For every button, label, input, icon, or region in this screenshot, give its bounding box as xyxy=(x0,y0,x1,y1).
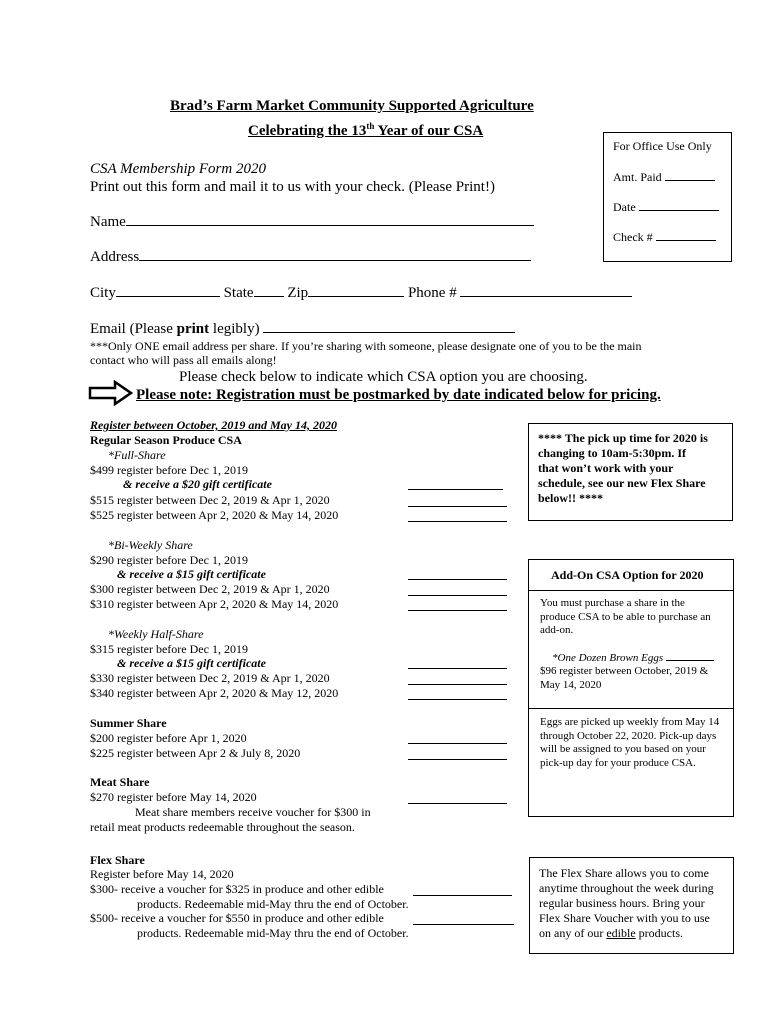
meat-blank-1[interactable] xyxy=(408,803,507,804)
bi-weekly-option-3: $310 register between Apr 2, 2020 & May 14, 2020 xyxy=(90,597,339,611)
subtitle-sup: th xyxy=(366,121,375,131)
flex-info-line-2: anytime throughout the week during xyxy=(539,881,714,895)
addon-req-line-3: add-on. xyxy=(540,624,574,636)
summer-blank-1[interactable] xyxy=(408,743,507,744)
registration-note: Please note: Registration must be postmarked by date indicated below for pricing. xyxy=(136,387,661,403)
office-date-field[interactable] xyxy=(613,199,719,215)
check-below-text: Please check below to indicate which CSA option you are choosing. xyxy=(179,369,588,385)
subtitle-pre: Celebrating the 13 xyxy=(248,123,367,139)
flex-info-line-1: The Flex Share allows you to come xyxy=(539,866,709,880)
flex-option-500-detail: products. Redeemable mid-May thru the end of October. xyxy=(137,926,409,940)
addon-req-line-2: produce CSA to be able to purchase an xyxy=(540,610,711,623)
half-share-blank-3[interactable] xyxy=(408,699,507,700)
page-title: Brad’s Farm Market Community Supported Agriculture xyxy=(170,98,534,114)
register-heading: Register between October, 2019 and May 14, 2020 xyxy=(90,418,337,432)
office-use-box xyxy=(603,132,732,262)
email-note-line1: ***Only ONE email address per share. If you’re sharing with someone, please designate one of you to be the main xyxy=(90,339,642,353)
email-field[interactable] xyxy=(90,320,515,338)
pickup-line-1: **** The pick up time for 2020 is xyxy=(538,431,708,445)
form-heading: CSA Membership Form 2020 xyxy=(90,161,266,177)
form-instructions: Print out this form and mail it to us with your check. (Please Print!) xyxy=(90,179,495,195)
address-label: Address xyxy=(90,249,140,265)
email-label-bold: print xyxy=(176,321,210,337)
flex-info-post: products. xyxy=(635,926,683,940)
full-share-option-2: $515 register between Dec 2, 2019 & Apr 1, 2020 xyxy=(90,493,330,507)
amt-paid-field[interactable] xyxy=(613,169,715,185)
flex-blank-300[interactable] xyxy=(413,895,512,896)
addon-heading: Add-On CSA Option for 2020 xyxy=(551,568,704,582)
phone-label: Phone # xyxy=(407,285,457,301)
full-share-blank-1[interactable] xyxy=(408,489,503,490)
eggs-info-line-1: Eggs are picked up weekly from May 14 xyxy=(540,716,720,728)
flex-heading: Flex Share xyxy=(90,853,145,867)
eggs-info-line-2: through October 22, 2020. Pick-up days xyxy=(540,729,717,742)
pickup-line-5: below!! **** xyxy=(538,491,603,505)
full-share-title: *Full-Share xyxy=(108,448,166,462)
summer-blank-2[interactable] xyxy=(408,759,507,760)
regular-heading: Regular Season Produce CSA xyxy=(90,433,242,447)
half-share-blank-2[interactable] xyxy=(408,684,507,685)
meat-description-2: retail meat products redeemable throughout the season. xyxy=(90,820,355,834)
eggs-pricing xyxy=(540,665,708,692)
city-label: City xyxy=(90,285,116,301)
half-share-title: *Weekly Half-Share xyxy=(108,627,204,641)
office-date-label: Date xyxy=(613,200,636,214)
page-subtitle xyxy=(248,117,483,140)
email-label-post: legibly) xyxy=(209,321,260,337)
half-share-option-3: $340 register between Apr 2, 2020 & May 12, 2020 xyxy=(90,686,339,700)
office-heading: For Office Use Only xyxy=(613,139,712,153)
flex-info-line-4: Flex Share Voucher with you to use xyxy=(539,911,710,925)
city-state-zip-phone-row[interactable] xyxy=(90,284,632,302)
name-field[interactable] xyxy=(90,213,534,231)
eggs-info-line-4: pick-up day for your produce CSA. xyxy=(540,756,696,769)
half-share-option-1: $315 register before Dec 1, 2019 xyxy=(90,642,248,656)
flex-blank-500[interactable] xyxy=(413,924,514,925)
addon-requirement xyxy=(540,597,711,638)
full-share-option-1: $499 register before Dec 1, 2019 xyxy=(90,463,248,477)
bi-weekly-blank-3[interactable] xyxy=(408,610,507,611)
email-note-line2: contact who will pass all emails along! xyxy=(90,353,277,367)
summer-option-2: $225 register between Apr 2 & July 8, 2020 xyxy=(90,746,301,760)
flex-info-line-3: regular business hours. Bring your xyxy=(539,896,705,910)
flex-info-box xyxy=(529,857,734,954)
pickup-line-3: that won’t work with your xyxy=(538,461,674,475)
flex-info-edible: edible xyxy=(606,926,636,940)
summer-heading: Summer Share xyxy=(90,716,167,730)
pickup-time-box xyxy=(528,423,733,521)
addon-req-line-1: You must purchase a share in the xyxy=(540,597,685,609)
check-number-label: Check # xyxy=(613,230,653,244)
email-label-pre: Email (Please xyxy=(90,321,177,337)
subtitle-post: Year of our CSA xyxy=(374,123,484,139)
full-share-blank-2[interactable] xyxy=(408,506,507,507)
check-number-field[interactable] xyxy=(613,229,716,245)
half-share-gift: & receive a $15 gift certificate xyxy=(117,656,266,670)
meat-option-1: $270 register before May 14, 2020 xyxy=(90,790,257,804)
eggs-info-line-3: will be assigned to you based on your xyxy=(540,743,706,755)
full-share-gift: & receive a $20 gift certificate xyxy=(123,477,272,491)
eggs-price-line-1: $96 register between October, 2019 & xyxy=(540,665,709,677)
addon-box xyxy=(528,559,734,817)
flex-info-pre: on any of our xyxy=(539,926,607,940)
bi-weekly-option-2: $300 register between Dec 2, 2019 & Apr 1, 2020 xyxy=(90,582,330,596)
full-share-blank-3[interactable] xyxy=(408,521,507,522)
eggs-label: *One Dozen Brown Eggs xyxy=(552,652,664,664)
address-field[interactable] xyxy=(90,248,531,266)
flex-register-line: Register before May 14, 2020 xyxy=(90,867,234,881)
name-label: Name xyxy=(90,214,126,230)
flex-option-300-detail: products. Redeemable mid-May thru the end of October. xyxy=(137,897,409,911)
eggs-pickup-info xyxy=(540,716,719,770)
bi-weekly-title: *Bi-Weekly Share xyxy=(108,538,193,552)
bi-weekly-blank-2[interactable] xyxy=(408,595,507,596)
half-share-option-2: $330 register between Dec 2, 2019 & Apr 1, 2020 xyxy=(90,671,330,685)
meat-heading: Meat Share xyxy=(90,775,150,789)
flex-option-500: $500- receive a voucher for $550 in produce and other edible xyxy=(90,911,384,925)
bi-weekly-blank-1[interactable] xyxy=(408,579,507,580)
flex-option-300: $300- receive a voucher for $325 in produce and other edible xyxy=(90,882,384,896)
zip-label: Zip xyxy=(287,285,309,301)
arrow-right-icon xyxy=(88,380,133,406)
eggs-price-line-2: May 14, 2020 xyxy=(540,678,602,691)
pickup-line-4: schedule, see our new Flex Share xyxy=(538,476,706,490)
bi-weekly-gift: & receive a $15 gift certificate xyxy=(117,567,266,581)
addon-divider xyxy=(529,590,733,591)
summer-option-1: $200 register before Apr 1, 2020 xyxy=(90,731,247,745)
eggs-option[interactable] xyxy=(552,651,714,666)
addon-divider-2 xyxy=(529,708,733,709)
pickup-line-2: changing to 10am-5:30pm. If xyxy=(538,446,687,460)
flex-info-line-5 xyxy=(539,926,683,941)
bi-weekly-option-1: $290 register before Dec 1, 2019 xyxy=(90,553,248,567)
state-label: State xyxy=(223,285,254,301)
amt-paid-label: Amt. Paid xyxy=(613,170,662,184)
half-share-blank-1[interactable] xyxy=(408,668,507,669)
full-share-option-3: $525 register between Apr 2, 2020 & May 14, 2020 xyxy=(90,508,339,522)
meat-description-1: Meat share members receive voucher for $300 in xyxy=(135,805,371,819)
